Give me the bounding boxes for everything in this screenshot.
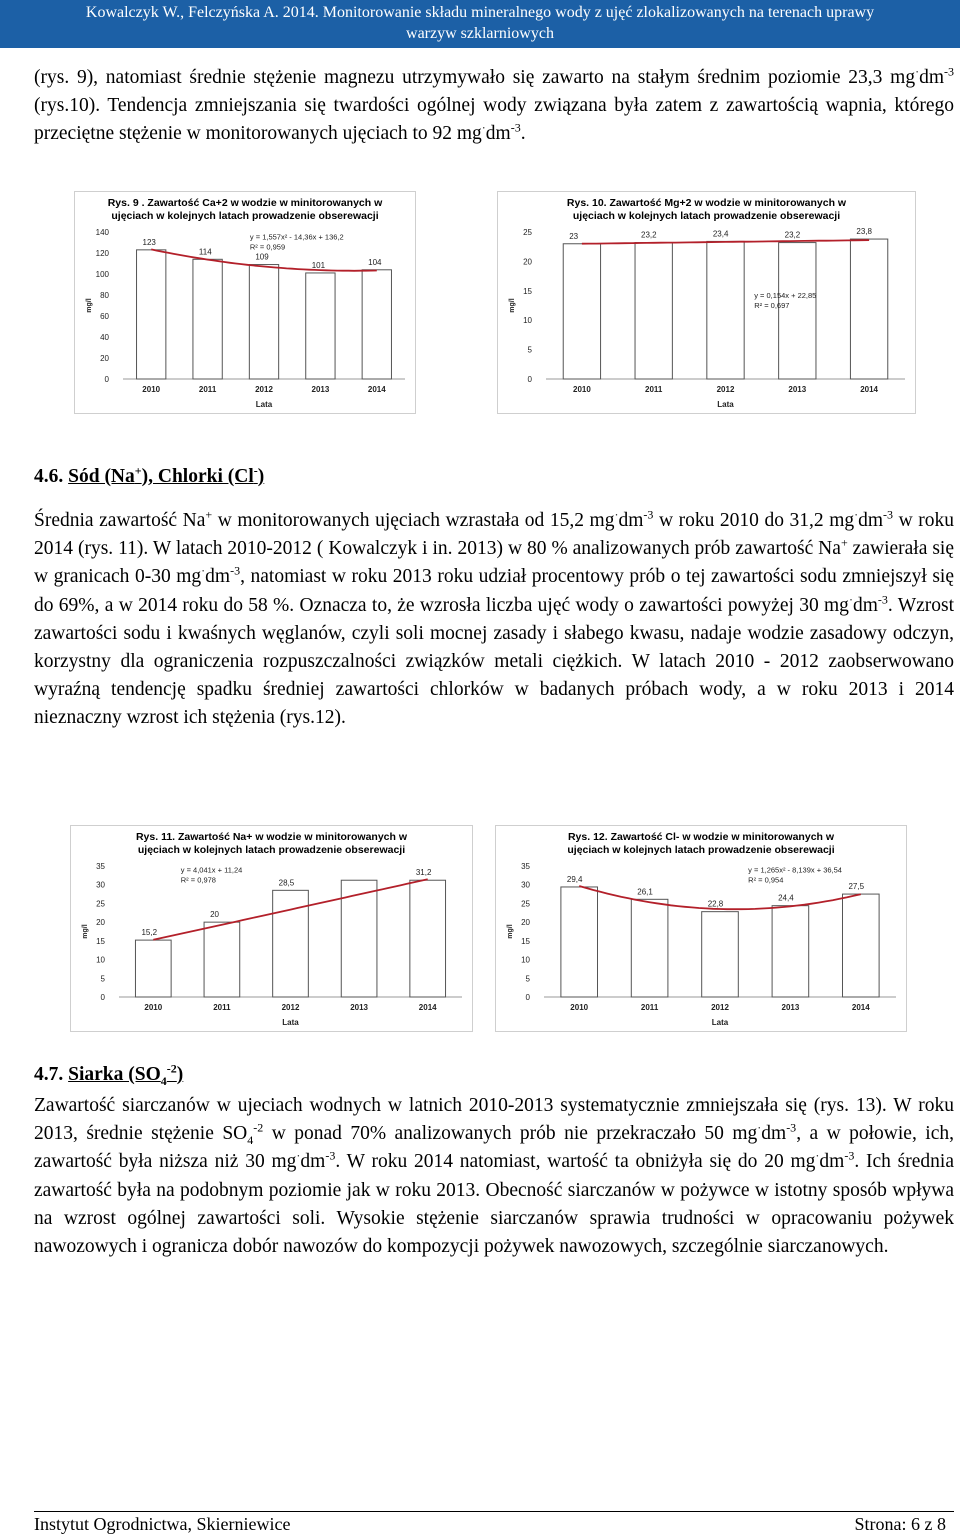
bar bbox=[306, 273, 335, 379]
y-tick-label: 20 bbox=[521, 918, 530, 928]
y-tick-label: 30 bbox=[96, 880, 105, 890]
y-tick-label: 15 bbox=[96, 936, 105, 946]
bar bbox=[850, 239, 887, 379]
y-tick-label: 60 bbox=[100, 312, 109, 321]
data-label: 23,4 bbox=[712, 229, 729, 239]
trend-r2: R² = 0,697 bbox=[754, 301, 790, 311]
section-4-7-heading: 4.7. Siarka $(SO_4^{-2})$ bbox=[34, 1061, 184, 1088]
x-tick-label: 2011 bbox=[213, 1003, 231, 1012]
y-tick-label: 0 bbox=[104, 375, 109, 384]
trend-equation: y = 1,557x² - 14,36x + 136,2 bbox=[249, 232, 344, 242]
y-tick-label: 10 bbox=[96, 955, 105, 965]
section-4-6-paragraph: Średnia zawartość Na+ w monitorowanych ujęciach wzrastała od 15,2 $mg^\cdot dm^{-3}$ w roku 2010 do 31,2 $mg^\cdot dm^{-3}$ w roku 2014 (rys. 11). W latach 2010-2012 ( Kowalczyk i in. 2013) w 80 % analizowanych prób zawartość Na+ zawierała się w granicach 0-30 $mg^\cdot dm^{-3}$, natomiast w roku 2013 roku udział procentowy prób o tej zawartości sodu zmniejszył się do 69%, a w 2014 roku do 58 %. Oznacza to, że wzrosła liczba ujęć wody o zawartości powyżej 30 $mg^\cdot dm^{-3}$. Wzrost zawartości sodu i kwaśnych węglanów, czyli soli mocnej zasady i słabego kwasu, nadaje wodzie zasadowy odczyn, korzystny dla ograniczenia rozpuszczalności związków metali ciężkich. W latach 2010 - 2012 zaobserwowano wyraźną tendencję spadku średniej zawartości chlorków w badanych próbach wody, a w roku 2013 i 2014 nieznaczny wzrost ich stężenia (rys.12). bbox=[34, 507, 955, 729]
trend-equation: y = 1,265x² - 8,139x + 36,54 bbox=[748, 865, 842, 875]
y-tick-label: 120 bbox=[95, 249, 109, 258]
section-4-7-paragraph: Zawartość siarczanów w ujeciach wodnych w latnich 2010-2013 systematycznie zmniejszała się (rys. 13). W roku 2013, średnie stężenie $SO_4^{-2}$ w ponad 70% analizowanych prób nie przekraczało 50 $mg^\cdot dm^{-3}$, a w połowie, ich, zawartość była niższa niż 30 $mg^\cdot dm^{-3}$. W roku 2014 natomiast, wartość ta obniżyła się do 20 $mg^\cdot dm^{-3}$. Ich średnia zawartość była na podobnym poziomie jak w roku 2013. Obecność siarczanów w pożywce w istotny sposób wpływa na wzrost ogólnej zawartości soli. Wysokie stężenie siarczanów sprawia trudności w opracowaniu pożywek nawozowych i ogranicza dobór nawozów do kompozycji pożywek nawozowych, szczególnie siarczanowych. bbox=[34, 1095, 954, 1258]
bar bbox=[563, 244, 600, 379]
y-tick-label: 0 bbox=[100, 993, 105, 1002]
bar bbox=[779, 243, 816, 379]
data-label: 31,2 bbox=[415, 868, 432, 878]
data-label: 29,4 bbox=[566, 874, 583, 884]
trend-equation: y = 0,154x + 22,85 bbox=[754, 291, 817, 301]
bar bbox=[135, 940, 171, 997]
bar bbox=[137, 250, 166, 379]
y-axis-label: mg/l bbox=[509, 298, 516, 313]
y-tick-label: 40 bbox=[100, 333, 109, 342]
data-label: 23,2 bbox=[784, 230, 801, 240]
x-tick-label: 2014 bbox=[418, 1003, 437, 1012]
x-tick-label: 2012 bbox=[255, 385, 273, 394]
data-label: 23 bbox=[569, 231, 579, 241]
chart-rys-12 bbox=[495, 825, 907, 1032]
x-tick-label: 2013 bbox=[311, 385, 330, 394]
data-label: 22,8 bbox=[707, 899, 724, 909]
x-tick-label: 2011 bbox=[640, 1003, 659, 1012]
x-axis-label: Lata bbox=[282, 1018, 299, 1027]
chart-rys-10 bbox=[497, 191, 916, 414]
y-tick-label: 5 bbox=[100, 974, 105, 984]
data-label: 23,2 bbox=[641, 230, 657, 240]
bar bbox=[193, 259, 222, 379]
running-header-line2: warzyw szklarniowych bbox=[406, 25, 554, 42]
chart-title: Rys. 11. Zawartość Na+ w wodzie w minitorowanych w ujęciach w kolejnych latach prowadzenie obserewacji bbox=[135, 831, 408, 856]
data-label: 20 bbox=[210, 910, 219, 920]
y-axis-label: mg/l bbox=[82, 924, 89, 939]
chart-title: Rys. 9 . Zawartość Ca+2 w wodzie w minitorowanych w ujęciach w kolejnych latach prowadzenie obserewacji bbox=[107, 197, 383, 222]
bar bbox=[842, 894, 879, 997]
footer-institute: Instytut Ogrodnictwa, Skierniewice bbox=[34, 1514, 291, 1534]
y-tick-label: 15 bbox=[521, 936, 530, 946]
y-tick-label: 35 bbox=[521, 862, 530, 871]
data-label: 26,1 bbox=[637, 887, 653, 897]
data-label: 27,5 bbox=[848, 882, 865, 892]
intro-paragraph: (rys. 9), natomiast średnie stężenie magnezu utrzymywało się zawarto na stałym średnim poziomie 23,3 $mg^\cdot dm^{-3}$ (rys.10). Tendencja zmniejszania się twardości ogólnej wody związana była zatem z zawartością wapnia, którego przeciętne stężenie w monitorowanych ujęciach to 92 $mg^\cdot dm^{-3}$. bbox=[34, 64, 954, 145]
x-tick-label: 2010 bbox=[573, 385, 591, 394]
footer-rule bbox=[34, 1511, 954, 1512]
trend-r2: R² = 0,978 bbox=[180, 875, 216, 885]
data-label: 114 bbox=[198, 247, 212, 257]
y-tick-label: 25 bbox=[523, 228, 532, 237]
chart-rys-9 bbox=[74, 191, 416, 414]
y-tick-label: 20 bbox=[523, 257, 532, 267]
bar bbox=[635, 243, 672, 379]
trend-r2: R² = 0,954 bbox=[748, 875, 784, 885]
y-tick-label: 5 bbox=[525, 974, 530, 984]
y-tick-label: 100 bbox=[95, 270, 109, 279]
y-tick-label: 15 bbox=[523, 286, 532, 296]
x-tick-label: 2011 bbox=[645, 385, 663, 394]
running-header bbox=[0, 0, 960, 48]
bar bbox=[631, 899, 668, 997]
y-tick-label: 25 bbox=[96, 899, 105, 909]
bar bbox=[561, 887, 598, 997]
y-tick-label: 140 bbox=[95, 228, 109, 237]
footer-page-number: Strona: 6 z 8 bbox=[854, 1514, 946, 1534]
y-tick-label: 10 bbox=[521, 955, 530, 965]
x-axis-label: Lata bbox=[717, 400, 734, 409]
data-label: 28,5 bbox=[278, 878, 295, 888]
y-tick-label: 0 bbox=[525, 993, 530, 1002]
y-tick-label: 20 bbox=[100, 354, 109, 363]
y-tick-label: 35 bbox=[96, 862, 105, 871]
x-tick-label: 2013 bbox=[781, 1003, 800, 1012]
bar bbox=[249, 265, 278, 379]
chart-title: Rys. 12. Zawartość Cl- w wodzie w minitorowanych w ujęciach w kolejnych latach prowadzenie obserewacji bbox=[567, 831, 835, 856]
data-label: 23,8 bbox=[856, 227, 873, 237]
x-axis-label: Lata bbox=[255, 400, 273, 409]
x-tick-label: 2010 bbox=[570, 1003, 589, 1012]
x-axis-label: Lata bbox=[711, 1018, 729, 1027]
bar bbox=[702, 912, 739, 997]
data-label: 123 bbox=[142, 237, 156, 247]
bar bbox=[772, 906, 809, 997]
data-label: 15,2 bbox=[141, 928, 158, 938]
trend-r2: R² = 0,959 bbox=[249, 242, 286, 252]
x-tick-label: 2011 bbox=[198, 385, 217, 394]
trend-equation: y = 4,041x + 11,24 bbox=[180, 865, 243, 875]
x-tick-label: 2012 bbox=[281, 1003, 300, 1012]
bar bbox=[362, 270, 391, 379]
y-tick-label: 0 bbox=[527, 375, 532, 384]
data-label: 101 bbox=[311, 260, 326, 270]
bar bbox=[204, 922, 240, 997]
x-tick-label: 2014 bbox=[367, 385, 386, 394]
x-tick-label: 2014 bbox=[851, 1003, 870, 1012]
y-tick-label: 5 bbox=[527, 345, 532, 355]
y-tick-label: 10 bbox=[523, 316, 532, 326]
y-tick-label: 30 bbox=[521, 880, 530, 890]
x-tick-label: 2010 bbox=[142, 385, 161, 394]
chart-rys-11 bbox=[70, 825, 473, 1032]
data-label: 24,4 bbox=[778, 893, 794, 903]
running-header-line1: Kowalczyk W., Felczyńska A. 2014. Monitorowanie składu mineralnego wody z ujęć zlokalizowanych na terenach uprawy bbox=[85, 4, 875, 21]
bar bbox=[410, 880, 446, 997]
y-tick-label: 25 bbox=[521, 899, 530, 909]
y-axis-label: mg/l bbox=[86, 298, 93, 313]
y-axis-label: mg/l bbox=[507, 924, 514, 939]
x-tick-label: 2012 bbox=[716, 385, 735, 394]
data-label: 109 bbox=[255, 252, 269, 262]
x-tick-label: 2010 bbox=[144, 1003, 163, 1012]
chart-title: Rys. 10. Zawartość Mg+2 w wodzie w minitorowanych w ujęciach w kolejnych latach prowadzenie obserewacji bbox=[566, 197, 847, 222]
y-tick-label: 80 bbox=[100, 291, 109, 300]
section-4-6-heading: 4.6. Sód (Na+), Chlorki (Cl-) bbox=[34, 463, 265, 487]
x-tick-label: 2012 bbox=[711, 1003, 729, 1012]
bar bbox=[707, 241, 744, 379]
data-label: 104 bbox=[368, 257, 382, 267]
x-tick-label: 2013 bbox=[788, 385, 807, 394]
x-tick-label: 2014 bbox=[860, 385, 878, 394]
x-tick-label: 2013 bbox=[350, 1003, 368, 1012]
y-tick-label: 20 bbox=[96, 918, 105, 928]
